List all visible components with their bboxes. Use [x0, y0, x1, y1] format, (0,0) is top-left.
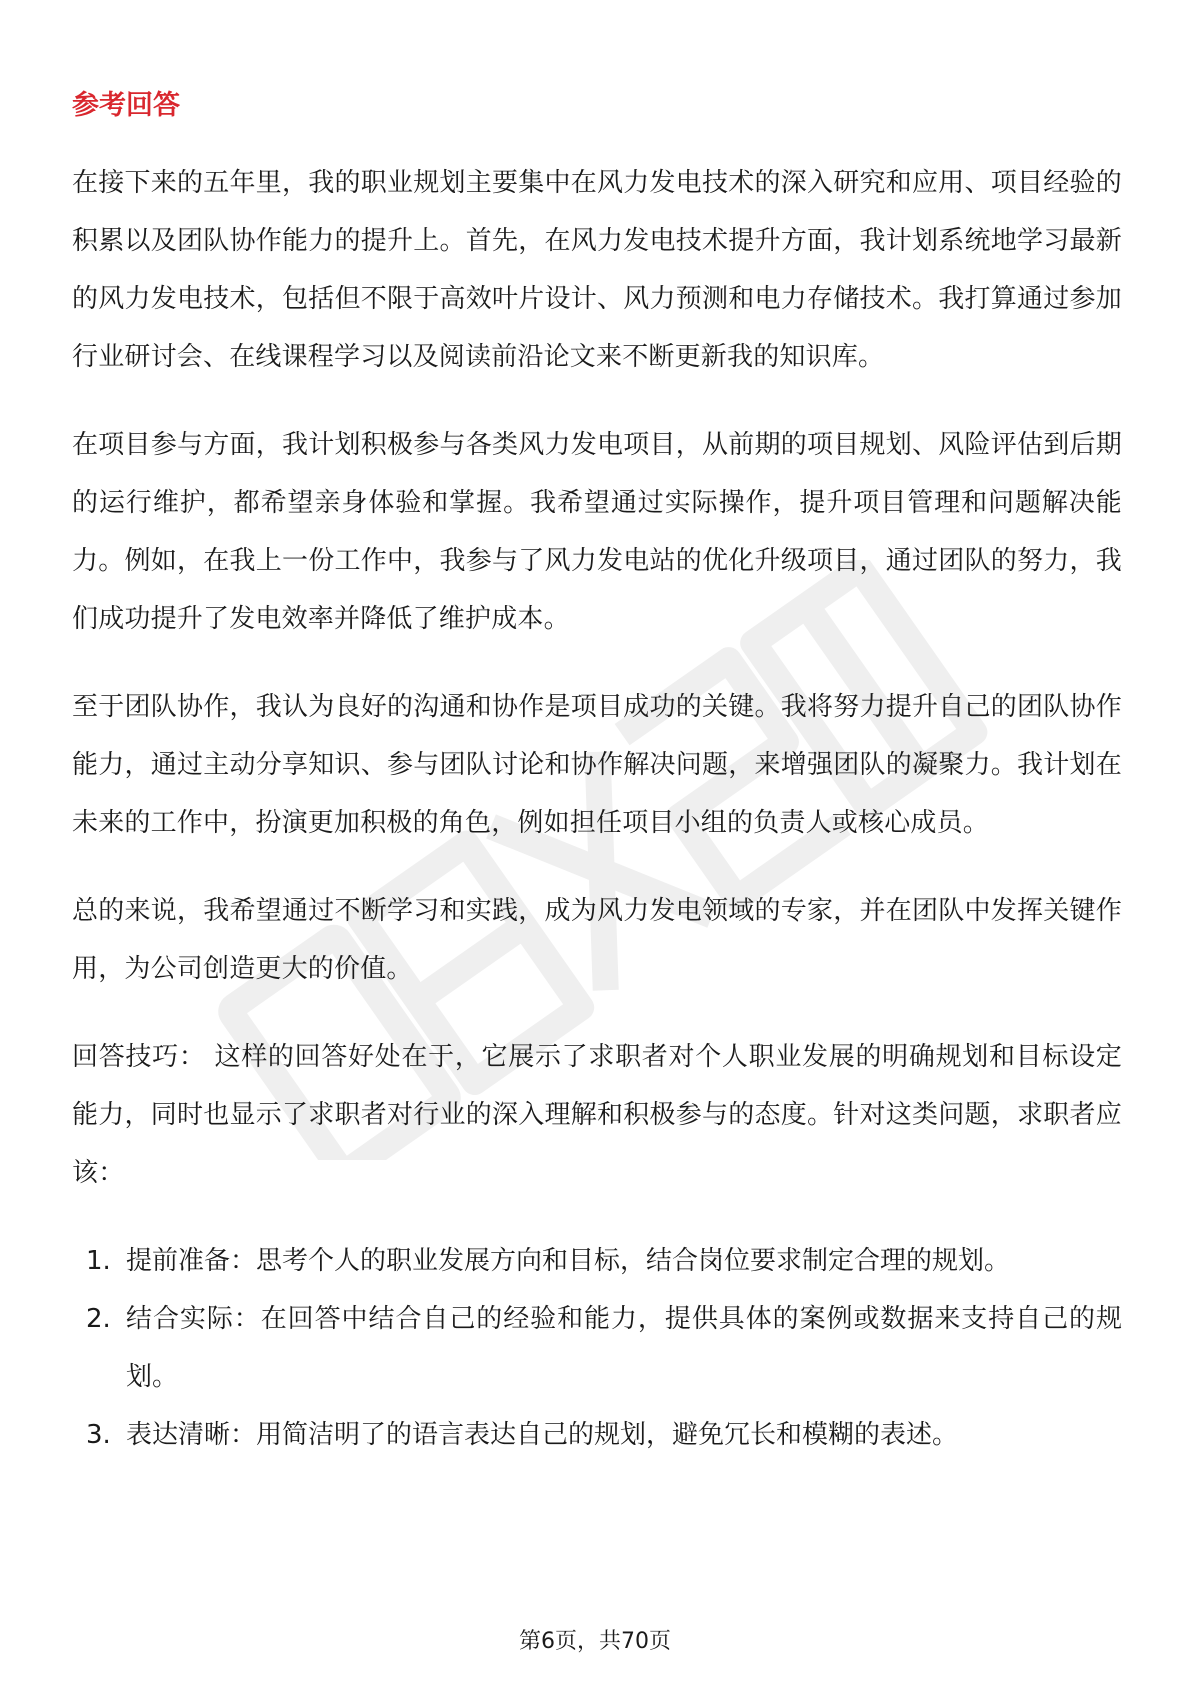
answer-paragraph-1: 在接下来的五年里，我的职业规划主要集中在风力发电技术的深入研究和应用、项目经验的积累以及团队协作能力的提升上。首先，在风力发电技术提升方面，我计划系统地学习最新的风力发电技术，包括但不限于高效叶片设计、风力预测和电力存储技术。我打算通过参加行业研讨会、在线课程学习以及阅读前沿论文来不断更新我的知识库。 — [72, 168, 1122, 372]
tips-list — [72, 1232, 1122, 1464]
page-number-footer: 第6页，共70页 — [519, 1629, 671, 1654]
answer-paragraph-4: 总的来说，我希望通过不断学习和实践，成为风力发电领域的专家，并在团队中发挥关键作用，为公司创造更大的价值。 — [72, 896, 1122, 984]
list-item-number: 3. — [86, 1420, 111, 1450]
list-item — [72, 1232, 1122, 1290]
list-item-number: 1. — [86, 1246, 111, 1276]
section-title: 参考回答 — [72, 90, 180, 121]
list-item-number: 2. — [86, 1304, 111, 1334]
list-item-text: 表达清晰：用简洁明了的语言表达自己的规划，避免冗长和模糊的表述。 — [126, 1420, 959, 1450]
list-item — [72, 1406, 1122, 1464]
list-item-text: 结合实际：在回答中结合自己的经验和能力，提供具体的案例或数据来支持自己的规划。 — [126, 1304, 1122, 1392]
answer-paragraph-2: 在项目参与方面，我计划积极参与各类风力发电项目，从前期的项目规划、风险评估到后期的运行维护，都希望亲身体验和掌握。我希望通过实际操作，提升项目管理和问题解决能力。例如，在我上一份工作中，我参与了风力发电站的优化升级项目，通过团队的努力，我们成功提升了发电效率并降低了维护成本。 — [72, 430, 1122, 634]
list-item — [72, 1290, 1122, 1406]
answer-content — [72, 86, 1122, 1464]
list-item-text: 提前准备：思考个人的职业发展方向和目标，结合岗位要求制定合理的规划。 — [126, 1246, 1011, 1276]
answer-tips: 回答技巧： 这样的回答好处在于，它展示了求职者对个人职业发展的明确规划和目标设定能力，同时也显示了求职者对行业的深入理解和积极参与的态度。针对这类问题，求职者应该： — [72, 1042, 1123, 1188]
answer-paragraph-3: 至于团队协作，我认为良好的沟通和协作是项目成功的关键。我将努力提升自己的团队协作能力，通过主动分享知识、参与团队讨论和协作解决问题，来增强团队的凝聚力。我计划在未来的工作中，扮演更加积极的角色，例如担任项目小组的负责人或核心成员。 — [72, 692, 1122, 838]
